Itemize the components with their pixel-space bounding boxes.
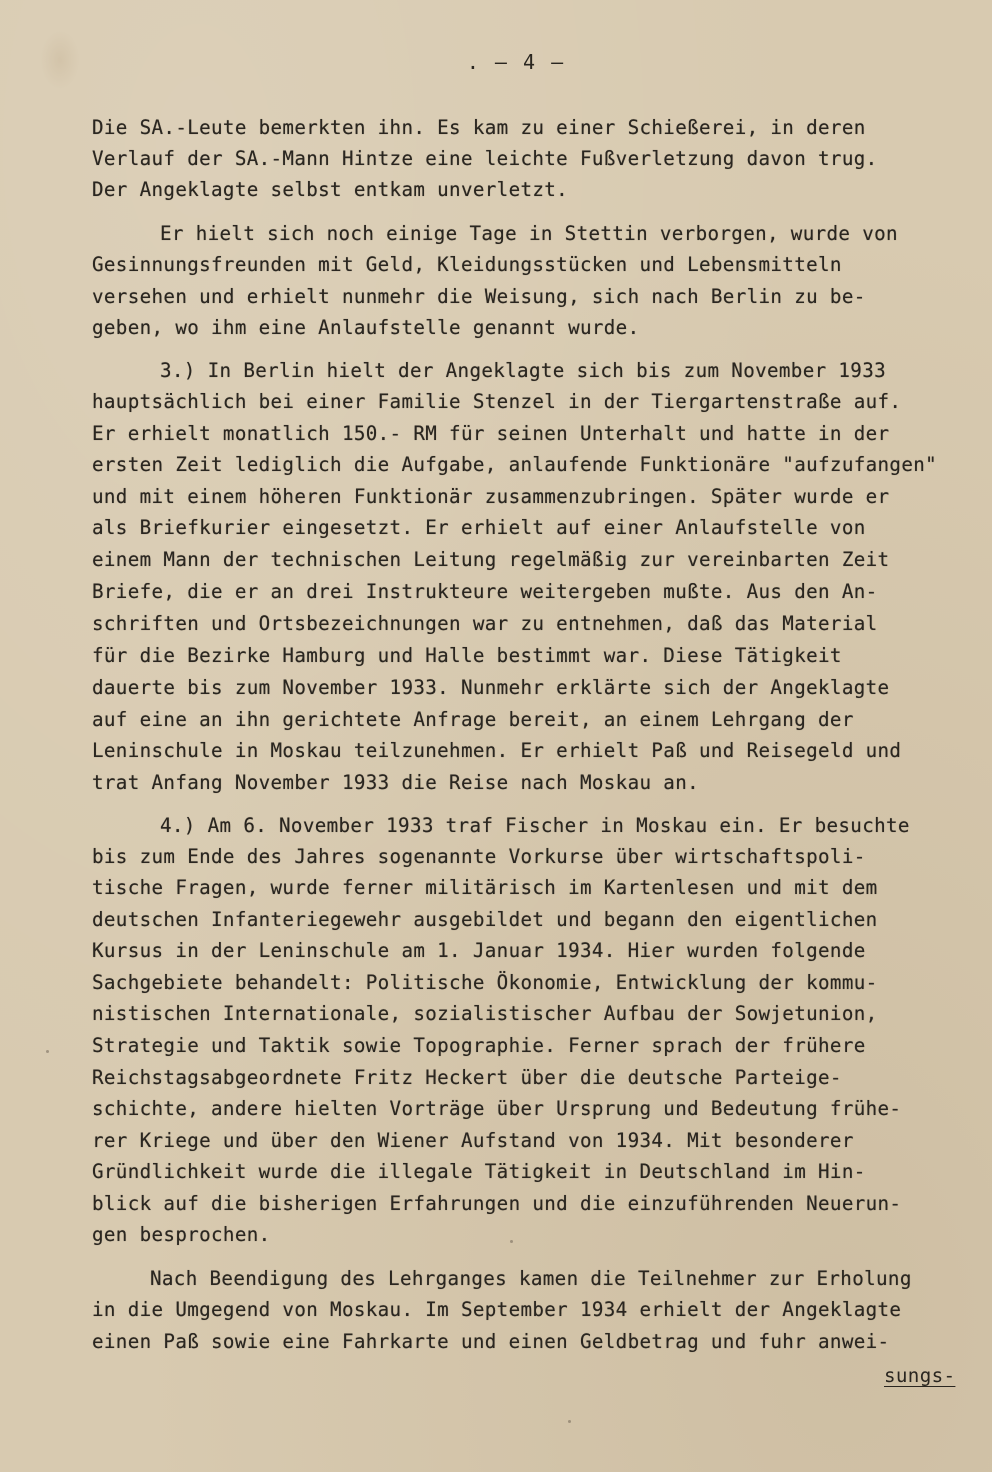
ink-speck xyxy=(46,1050,49,1053)
text-line: als Briefkurier eingesetzt. Er erhielt auf einer Anlaufstelle von xyxy=(92,516,866,539)
text-line: Der Angeklagte selbst entkam unverletzt. xyxy=(92,178,569,201)
text-line: Reichstagsabgeordnete Fritz Heckert über die deutsche Parteige- xyxy=(92,1066,842,1089)
ink-speck xyxy=(568,1420,571,1423)
ink-speck xyxy=(510,1240,513,1243)
text-line: gen besprochen. xyxy=(92,1223,271,1246)
text-line: tische Fragen, wurde ferner militärisch im Kartenlesen und mit dem xyxy=(92,876,878,899)
text-line: hauptsächlich bei einer Familie Stenzel in der Tiergartenstraße auf. xyxy=(92,390,902,413)
text-line: Kursus in der Leninschule am 1. Januar 1934. Hier wurden folgende xyxy=(92,939,866,962)
text-line: deutschen Infanteriegewehr ausgebildet und begann den eigentlichen xyxy=(92,908,878,931)
text-line: ersten Zeit lediglich die Aufgabe, anlaufende Funktionäre "aufzufangen" xyxy=(92,453,938,476)
text-line: trat Anfang November 1933 die Reise nach Moskau an. xyxy=(92,771,699,794)
text-line: schichte, andere hielten Vorträge über Ursprung und Bedeutung frühe- xyxy=(92,1097,902,1120)
text-line: rer Kriege und über den Wiener Aufstand von 1934. Mit besonderer xyxy=(92,1129,854,1152)
text-line: Er erhielt monatlich 150.- RM für seinen Unterhalt und hatte in der xyxy=(92,422,890,445)
text-line: und mit einem höheren Funktionär zusammenzubringen. Später wurde er xyxy=(92,485,890,508)
text-line: Nach Beendigung des Lehrganges kamen die Teilnehmer zur Erholung xyxy=(150,1267,912,1290)
text-line: dauerte bis zum November 1933. Nunmehr erklärte sich der Angeklagte xyxy=(92,676,890,699)
text-line: einen Paß sowie eine Fahrkarte und einen Geldbetrag und fuhr anwei- xyxy=(92,1330,890,1353)
text-line: Verlauf der SA.-Mann Hintze eine leichte Fußverletzung davon trug. xyxy=(92,147,878,170)
text-line: 3.) In Berlin hielt der Angeklagte sich bis zum November 1933 xyxy=(160,359,887,382)
text-line: Leninschule in Moskau teilzunehmen. Er erhielt Paß und Reisegeld und xyxy=(92,739,902,762)
text-line: 4.) Am 6. November 1933 traf Fischer in Moskau ein. Er besuchte xyxy=(160,814,910,837)
text-line: nistischen Internationale, sozialistischer Aufbau der Sowjetunion, xyxy=(92,1002,878,1025)
text-line: Briefe, die er an drei Instrukteure weitergeben mußte. Aus den An- xyxy=(92,580,878,603)
catchword: sungs- xyxy=(884,1364,956,1387)
text-line: bis zum Ende des Jahres sogenannte Vorkurse über wirtschaftspoli- xyxy=(92,845,866,868)
text-line: blick auf die bisherigen Erfahrungen und die einzuführenden Neuerun- xyxy=(92,1192,902,1215)
text-line: Gründlichkeit wurde die illegale Tätigkeit in Deutschland im Hin- xyxy=(92,1160,866,1183)
text-line: für die Bezirke Hamburg und Halle bestimmt war. Diese Tätigkeit xyxy=(92,644,842,667)
text-line: Die SA.-Leute bemerkten ihn. Es kam zu einer Schießerei, in deren xyxy=(92,116,866,139)
text-line: geben, wo ihm eine Anlaufstelle genannt wurde. xyxy=(92,316,640,339)
text-line: Er hielt sich noch einige Tage in Stettin verborgen, wurde von xyxy=(160,222,898,245)
text-line: auf eine an ihn gerichtete Anfrage bereit, an einem Lehrgang der xyxy=(92,708,854,731)
text-line: versehen und erhielt nunmehr die Weisung, sich nach Berlin zu be- xyxy=(92,285,866,308)
text-line: Sachgebiete behandelt: Politische Ökonomie, Entwicklung der kommu- xyxy=(92,971,878,994)
page-number: . – 4 – xyxy=(466,50,566,74)
text-line: Strategie und Taktik sowie Topographie. Ferner sprach der frühere xyxy=(92,1034,866,1057)
text-line: Gesinnungsfreunden mit Geld, Kleidungsstücken und Lebensmitteln xyxy=(92,253,842,276)
text-line: einem Mann der technischen Leitung regelmäßig zur vereinbarten Zeit xyxy=(92,548,890,571)
text-line: in die Umgegend von Moskau. Im September 1934 erhielt der Angeklagte xyxy=(92,1298,902,1321)
text-line: schriften und Ortsbezeichnungen war zu entnehmen, daß das Material xyxy=(92,612,878,635)
